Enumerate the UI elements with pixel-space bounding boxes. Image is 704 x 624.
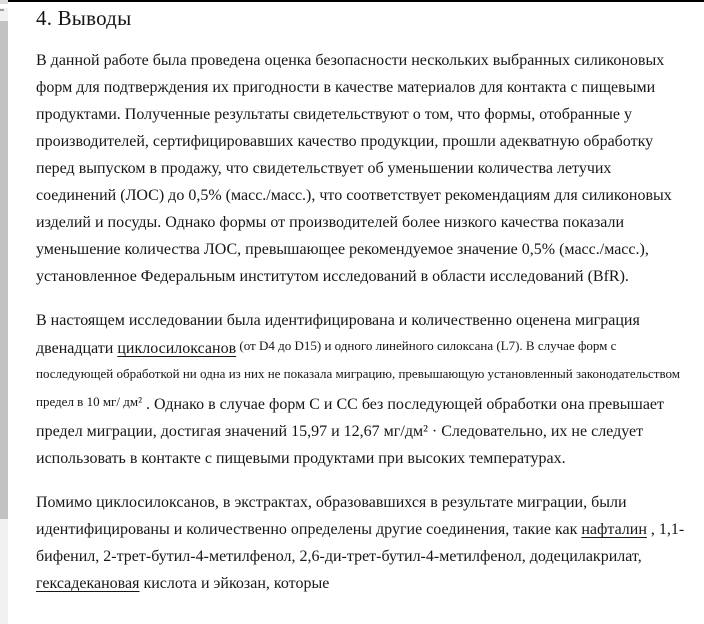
hexadecanoic-link[interactable]: гексадекановая — [36, 575, 140, 592]
paragraph-text: Помимо циклосилоксанов, в экстрактах, образовавшихся в результате миграции, были идентифицированы и количественно определены другие соединения, такие как — [36, 494, 627, 538]
paragraph-text: , 1,1-бифенил, 2-трет-бутил-4-метилфенол, 2,6-ди-трет-бутил-4-метилфенол, додецилакрилат, — [36, 521, 685, 565]
window-top-border — [8, 0, 704, 2]
paragraph-migration-results — [36, 307, 692, 472]
scrollbar-top-notch — [0, 9, 4, 11]
paragraph-text: В настоящем исследовании была идентифицирована и количественно оценена миграция двенадцати — [36, 312, 640, 357]
section-heading: 4. Выводы — [36, 6, 132, 30]
paragraph-text: . Однако в случае форм C и CC без последующей обработки она превышает предел миграции, достигая значений 15,97 и 12,67 мг/дм² · Следовательно, их не следует использовать в контакте с пищевыми продуктами при высоких температурах. — [36, 396, 665, 467]
paragraph-text: В данной работе была проведена оценка безопасности нескольких выбранных силиконовых форм для подтверждения их пригодности в качестве материалов для контакта с пищевыми продуктами. Полученные результаты свидетельствуют о том, что формы, отобранные у производителей, сертифицировавших качество продукции, прошли адекватную обработку перед выпуском в продажу, что свидетельствует об уменьшении количества летучих соединений (ЛОС) до 0,5% (масс./масс.), что соответствует рекомендациям для силиконовых изделий и посуды. Однако формы от производителей более низкого качества показали уменьшение количества ЛОС, превышающее рекомендуемое значение 0,5% (масс./масс.), установленное Федеральным институтом исследований в области исследований (BfR). — [36, 52, 672, 285]
paragraph-safety-overview — [36, 47, 692, 290]
cyclosiloxanes-link[interactable]: циклосилоксанов — [117, 340, 237, 357]
paragraph-other-compounds — [36, 489, 692, 597]
left-scrollbar-track[interactable] — [0, 8, 8, 624]
left-scrollbar-thumb[interactable] — [0, 21, 8, 519]
article-content — [36, 6, 692, 614]
paragraph-text: кислота и эйкозан, которые — [139, 575, 330, 592]
footnote-small-text: (от D4 до D15) и одного линейного силоксана (L7). В случае форм с последующей обработкой ни одна из них не показала миграцию, превышающую установленный законодательством предел в 10 мг/ дм² — [36, 338, 680, 409]
naphthalene-link[interactable]: нафталин — [581, 521, 647, 538]
top-left-corner-artifact — [0, 0, 8, 4]
